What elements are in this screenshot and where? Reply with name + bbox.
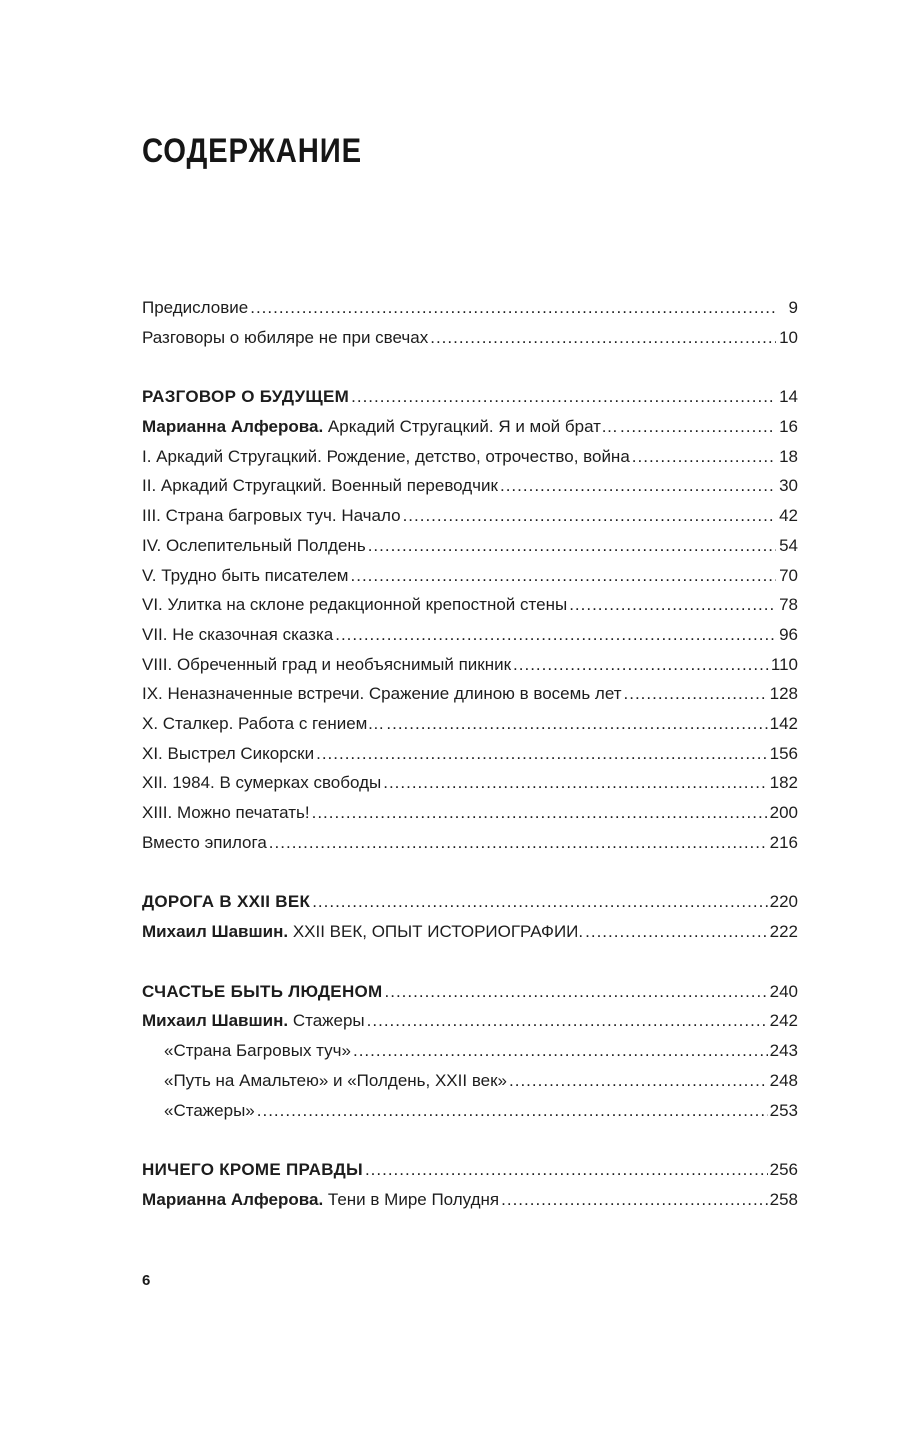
- toc-entry: [142, 501, 798, 531]
- toc-page-number: 182: [769, 773, 798, 793]
- toc-entry-text: XII. 1984. В сумерках свободы: [142, 773, 382, 793]
- dot-leader: [316, 739, 768, 769]
- toc-entry: [142, 293, 798, 323]
- toc-group: [142, 1155, 798, 1214]
- toc-entry-title: [142, 650, 511, 680]
- toc-entry-text: «Стажеры»: [164, 1100, 255, 1120]
- toc-page-number: 220: [769, 892, 798, 912]
- page-title: СОДЕРЖАНИЕ: [142, 132, 362, 170]
- toc-entry-text: НИЧЕГО КРОМЕ ПРАВДЫ: [142, 1160, 363, 1180]
- toc-page-number: 14: [779, 387, 798, 407]
- toc-entry-title: [142, 471, 498, 501]
- toc-entry: [142, 1006, 798, 1036]
- dot-leader: [385, 977, 768, 1007]
- dot-leader: [269, 828, 768, 858]
- toc-entry-text: X. Сталкер. Работа с гением…: [142, 713, 385, 733]
- toc-entry-title: [142, 590, 567, 620]
- toc-entry-author: Марианна Алферова.: [142, 417, 324, 437]
- toc-entry: [142, 679, 798, 709]
- dot-leader: [365, 1155, 768, 1185]
- toc-entry-text: VI. Улитка на склоне редакционной крепостной стены: [142, 595, 568, 615]
- toc-entry-title: [142, 323, 428, 353]
- toc-entry-text: VIII. Обреченный град и необъяснимый пикник: [142, 654, 512, 674]
- toc-entry-text: «Путь на Амальтею» и «Полдень, XXII век»: [164, 1070, 508, 1090]
- toc-entry-text: I. Аркадий Стругацкий. Рождение, детство, отрочество, война: [142, 446, 630, 466]
- toc-page-number: 156: [769, 743, 798, 763]
- dot-leader: [312, 887, 767, 917]
- toc-entry: [142, 471, 798, 501]
- toc-page-number: 222: [769, 922, 798, 942]
- toc-page-number: 216: [769, 832, 798, 852]
- dot-leader: [367, 1006, 768, 1036]
- dot-leader: [624, 679, 768, 709]
- toc-entry: [142, 828, 798, 858]
- toc-page-number: 240: [769, 981, 798, 1001]
- toc-entry-text: СЧАСТЬЕ БЫТЬ ЛЮДЕНОМ: [142, 981, 383, 1001]
- toc-section-heading: [142, 382, 798, 412]
- toc-entry-text: V. Трудно быть писателем: [142, 565, 349, 585]
- toc-entry-text: Аркадий Стругацкий. Я и мой брат…: [323, 417, 618, 437]
- toc-page-number: 18: [779, 446, 798, 466]
- dot-leader: [569, 590, 776, 620]
- toc-page-number: 54: [779, 535, 798, 555]
- toc-entry-title: [142, 442, 630, 472]
- toc-entry: [142, 709, 798, 739]
- toc-page-number: 243: [769, 1041, 798, 1061]
- toc-entry-title: [142, 1006, 365, 1036]
- toc-entry-title: [142, 709, 384, 739]
- toc-entry-text: Предисловие: [142, 298, 249, 317]
- dot-leader: [335, 620, 776, 650]
- toc-entry: [142, 768, 798, 798]
- table-of-contents: [142, 293, 798, 1245]
- toc-entry-text: ДОРОГА В XXII ВЕК: [142, 892, 311, 912]
- toc-page-number: 256: [769, 1160, 798, 1180]
- toc-entry-author: Марианна Алферова.: [142, 1189, 324, 1209]
- toc-entry-title: [142, 917, 583, 947]
- toc-entry-text: IV. Ослепительный Полдень: [142, 535, 366, 555]
- toc-entry-text: РАЗГОВОР О БУДУЩЕМ: [142, 387, 350, 407]
- toc-entry-title: [142, 739, 314, 769]
- toc-entry-text: Вместо эпилога: [142, 832, 267, 852]
- toc-entry: [142, 798, 798, 828]
- toc-entry: [142, 561, 798, 591]
- toc-page-number: 78: [779, 595, 798, 615]
- toc-entry-title: [142, 620, 333, 650]
- toc-entry-text: III. Страна багровых туч. Начало: [142, 506, 401, 526]
- toc-page-number: 70: [779, 565, 798, 585]
- toc-entry: [142, 531, 798, 561]
- toc-entry-text: XXII ВЕК, ОПЫТ ИСТОРИОГРАФИИ.: [288, 922, 584, 942]
- toc-entry: [142, 620, 798, 650]
- toc-entry-text: XI. Выстрел Сикорски: [142, 743, 315, 763]
- toc-entry-title: [142, 679, 622, 709]
- page-number: 6: [142, 1272, 151, 1289]
- toc-page-number: 110: [770, 654, 798, 674]
- toc-page-number: 142: [769, 713, 798, 733]
- toc-page-number: 16: [779, 417, 798, 437]
- toc-group: [142, 382, 798, 857]
- dot-leader: [620, 412, 776, 442]
- toc-page-number: 253: [769, 1100, 798, 1120]
- toc-entry-text: Тени в Мире Полудня: [323, 1189, 500, 1209]
- toc-entry: [142, 412, 798, 442]
- toc-page-number: 248: [769, 1070, 798, 1090]
- toc-entry-title: [142, 977, 383, 1007]
- toc-entry-title: [142, 501, 401, 531]
- toc-page-number: 9: [788, 298, 798, 317]
- dot-leader: [500, 471, 776, 501]
- toc-page-number: 96: [779, 624, 798, 644]
- toc-entry-title: [142, 1185, 499, 1215]
- toc-entry: [142, 1036, 798, 1066]
- dot-leader: [386, 709, 767, 739]
- dot-leader: [351, 382, 776, 412]
- toc-entry-title: [142, 768, 381, 798]
- dot-leader: [368, 531, 776, 561]
- toc-page-number: 30: [779, 476, 798, 496]
- dot-leader: [353, 1036, 768, 1066]
- toc-entry: [142, 442, 798, 472]
- toc-entry-author: Михаил Шавшин.: [142, 1011, 289, 1031]
- toc-entry: [142, 1096, 798, 1126]
- toc-entry-title: [164, 1036, 351, 1066]
- toc-page-number: 242: [769, 1011, 798, 1031]
- toc-entry-title: [142, 828, 267, 858]
- toc-entry-text: XIII. Можно печатать!: [142, 803, 310, 822]
- dot-leader: [383, 768, 767, 798]
- toc-entry-title: [142, 887, 310, 917]
- dot-leader: [430, 323, 776, 353]
- toc-page-number: 10: [779, 327, 798, 347]
- toc-entry: [142, 1066, 798, 1096]
- dot-leader: [312, 798, 768, 828]
- toc-group: [142, 887, 798, 946]
- toc-entry-title: [142, 293, 248, 323]
- toc-entry-text: II. Аркадий Стругацкий. Военный переводчик: [142, 476, 498, 496]
- toc-section-heading: [142, 977, 798, 1007]
- dot-leader: [250, 293, 776, 323]
- toc-entry-title: [142, 382, 349, 412]
- toc-page-number: 128: [769, 684, 798, 704]
- toc-section-heading: [142, 887, 798, 917]
- dot-leader: [509, 1066, 768, 1096]
- toc-entry: [142, 650, 798, 680]
- toc-entry-author: Михаил Шавшин.: [142, 922, 289, 942]
- toc-section-heading: [142, 1155, 798, 1185]
- toc-page-number: 258: [769, 1189, 798, 1209]
- toc-entry-title: [142, 798, 310, 828]
- toc-entry-title: [142, 1155, 363, 1185]
- toc-page-number: 42: [779, 506, 798, 526]
- toc-entry: [142, 1185, 798, 1215]
- toc-entry-title: [142, 561, 349, 591]
- toc-entry-title: [164, 1096, 255, 1126]
- toc-entry-text: «Страна Багровых туч»: [164, 1041, 351, 1061]
- toc-entry-text: IX. Неназначенные встречи. Сражение длиною в восемь лет: [142, 684, 622, 704]
- toc-entry-text: VII. Не сказочная сказка: [142, 624, 334, 644]
- dot-leader: [501, 1185, 768, 1215]
- dot-leader: [585, 917, 768, 947]
- toc-entry-title: [142, 412, 618, 442]
- dot-leader: [513, 650, 769, 680]
- toc-entry: [142, 323, 798, 353]
- toc-group: [142, 977, 798, 1125]
- toc-entry: [142, 739, 798, 769]
- toc-page-number: 200: [769, 803, 798, 822]
- toc-entry: [142, 917, 798, 947]
- toc-entry: [142, 590, 798, 620]
- dot-leader: [632, 442, 776, 472]
- dot-leader: [257, 1096, 768, 1126]
- toc-entry-text: Стажеры: [288, 1011, 365, 1031]
- dot-leader: [351, 561, 777, 591]
- toc-entry-text: Разговоры о юбиляре не при свечах: [142, 327, 429, 347]
- toc-entry-title: [142, 531, 366, 561]
- toc-group: [142, 293, 798, 352]
- toc-entry-title: [164, 1066, 507, 1096]
- dot-leader: [403, 501, 776, 531]
